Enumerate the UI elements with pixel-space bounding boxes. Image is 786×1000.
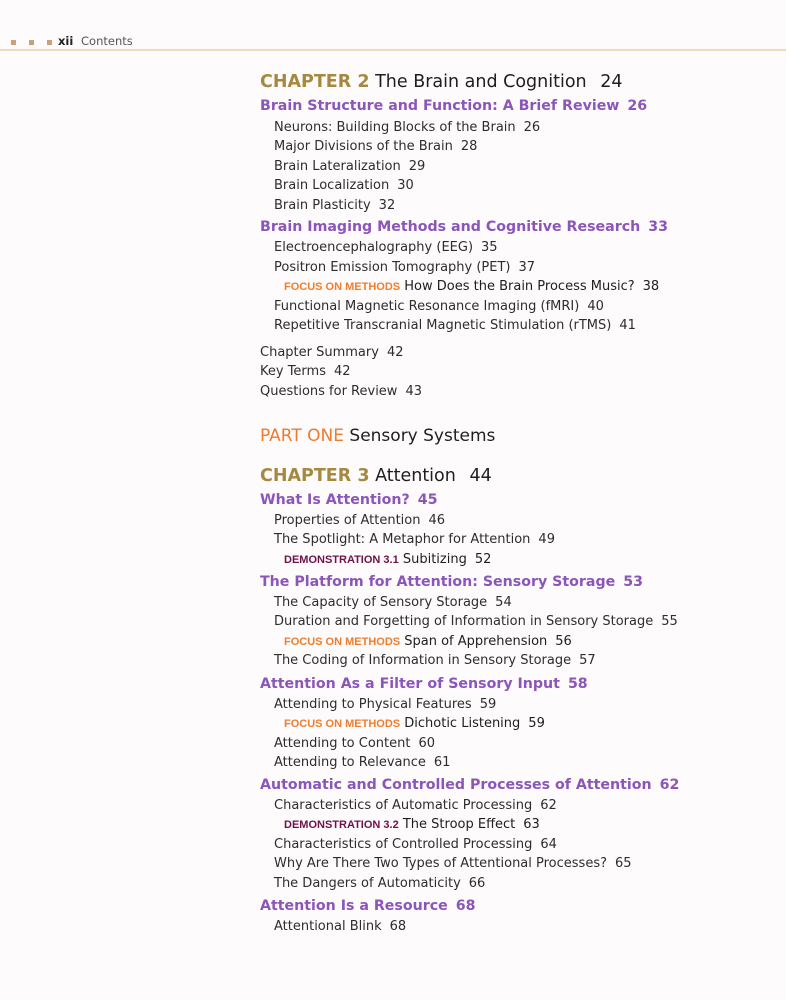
chapter-title: The Brain and Cognition (375, 72, 587, 92)
chapter-3-heading[interactable] (260, 466, 492, 486)
toc-entry[interactable] (274, 856, 632, 871)
page-ref: 45 (417, 492, 438, 508)
running-header-title: Contents (81, 34, 133, 48)
decorative-square-icon (29, 40, 34, 45)
toc-entry[interactable] (274, 139, 477, 154)
page-ref: 35 (481, 240, 498, 255)
entry-title: Neurons: Building Blocks of the Brain (274, 120, 516, 135)
section-heading[interactable] (260, 219, 668, 235)
section-title: Brain Imaging Methods and Cognitive Research (260, 219, 641, 235)
entry-title: Attending to Relevance (274, 755, 426, 770)
toc-entry[interactable] (274, 299, 604, 314)
part-title: Sensory Systems (349, 426, 496, 446)
page-ref: 58 (567, 676, 588, 692)
toc-entry[interactable] (274, 178, 414, 193)
entry-title: Repetitive Transcranial Magnetic Stimulation (rTMS) (274, 318, 612, 333)
section-heading[interactable] (260, 777, 679, 793)
page-ref: 40 (587, 299, 604, 314)
section-title: What Is Attention? (260, 492, 410, 508)
toc-entry[interactable] (274, 120, 540, 135)
entry-title: Brain Localization (274, 178, 390, 193)
focus-on-methods-tag: FOCUS ON METHODS (284, 718, 401, 730)
page-ref: 29 (408, 159, 426, 174)
focus-box-entry[interactable] (284, 279, 659, 294)
toc-entry-questions[interactable] (260, 384, 422, 399)
entry-title: Attentional Blink (274, 919, 382, 934)
section-title: The Platform for Attention: Sensory Storage (260, 574, 616, 590)
entry-title: Characteristics of Controlled Processing (274, 837, 533, 852)
chapter-label: CHAPTER 2 (260, 72, 370, 92)
toc-entry[interactable] (274, 614, 678, 629)
toc-entry[interactable] (274, 159, 425, 174)
entry-title: Brain Plasticity (274, 198, 371, 213)
page-ref: 62 (540, 798, 557, 813)
toc-entry[interactable] (274, 736, 435, 751)
page-ref: 68 (389, 919, 407, 934)
entry-title: Major Divisions of the Brain (274, 139, 453, 154)
entry-title: Dichotic Listening (404, 716, 521, 731)
toc-entry[interactable] (274, 198, 395, 213)
page-ref: 66 (468, 876, 486, 891)
page-ref: 24 (600, 72, 623, 92)
focus-box-entry[interactable] (284, 634, 572, 649)
page-ref: 65 (615, 856, 632, 871)
page-ref: 26 (627, 98, 648, 114)
page-ref: 56 (555, 634, 572, 649)
entry-title: Why Are There Two Types of Attentional Processes? (274, 856, 607, 871)
demonstration-box-entry[interactable] (284, 817, 540, 832)
page-ref: 54 (495, 595, 512, 610)
section-heading[interactable] (260, 898, 476, 914)
entry-title: Chapter Summary (260, 345, 379, 360)
toc-entry[interactable] (274, 532, 555, 547)
focus-on-methods-tag: FOCUS ON METHODS (284, 636, 401, 648)
entry-title: How Does the Brain Process Music? (404, 279, 635, 294)
section-title: Attention Is a Resource (260, 898, 448, 914)
toc-entry[interactable] (274, 837, 557, 852)
demonstration-tag: DEMONSTRATION 3.1 (284, 554, 399, 566)
toc-entry-summary[interactable] (260, 345, 403, 360)
page-ref: 55 (661, 614, 678, 629)
entry-title: The Spotlight: A Metaphor for Attention (274, 532, 531, 547)
entry-title: The Capacity of Sensory Storage (274, 595, 488, 610)
page-ref: 59 (528, 716, 545, 731)
entry-title: Attending to Content (274, 736, 411, 751)
page-ref: 33 (648, 219, 668, 235)
entry-title: Characteristics of Automatic Processing (274, 798, 533, 813)
section-title: Attention As a Filter of Sensory Input (260, 676, 560, 692)
decorative-square-icon (11, 40, 16, 45)
toc-entry[interactable] (274, 919, 406, 934)
page-ref: 42 (333, 364, 351, 379)
page-ref: 68 (455, 898, 476, 914)
toc-entry[interactable] (274, 240, 498, 255)
demonstration-tag: DEMONSTRATION 3.2 (284, 819, 399, 831)
running-header (0, 31, 786, 51)
toc-entry[interactable] (274, 653, 596, 668)
focus-box-entry[interactable] (284, 716, 545, 731)
section-title: Automatic and Controlled Processes of Attention (260, 777, 652, 793)
toc-entry[interactable] (274, 513, 445, 528)
page-ref: 26 (523, 120, 541, 135)
chapter-label: CHAPTER 3 (260, 466, 370, 486)
section-title: Brain Structure and Function: A Brief Review (260, 98, 620, 114)
page-ref: 53 (623, 574, 643, 590)
page-ref: 37 (518, 260, 536, 275)
entry-title: Subitizing (402, 552, 467, 567)
entry-title: Electroencephalography (EEG) (274, 240, 474, 255)
demonstration-box-entry[interactable] (284, 552, 491, 567)
entry-title: Functional Magnetic Resonance Imaging (fMRI) (274, 299, 580, 314)
page-ref: 62 (659, 777, 680, 793)
toc-entry[interactable] (274, 318, 636, 333)
page-ref: 64 (540, 837, 557, 852)
focus-on-methods-tag: FOCUS ON METHODS (284, 281, 401, 293)
page-ref: 32 (378, 198, 396, 213)
entry-title: Attending to Physical Features (274, 697, 472, 712)
toc-entry[interactable] (274, 798, 557, 813)
page-ref: 49 (538, 532, 555, 547)
page-ref: 43 (405, 384, 422, 399)
chapter-2-heading[interactable] (260, 72, 622, 92)
section-heading[interactable] (260, 98, 647, 114)
toc-entry[interactable] (274, 595, 512, 610)
entry-title: Properties of Attention (274, 513, 421, 528)
chapter-title: Attention (375, 466, 456, 486)
page-ref: 38 (642, 279, 660, 294)
page-ref: 61 (433, 755, 451, 770)
section-heading[interactable] (260, 574, 643, 590)
page-ref: 63 (523, 817, 540, 832)
page-ref: 57 (579, 653, 596, 668)
entry-title: Questions for Review (260, 384, 398, 399)
entry-title: Duration and Forgetting of Information in Sensory Storage (274, 614, 654, 629)
page-ref: 59 (479, 697, 497, 712)
part-one-heading[interactable] (260, 426, 495, 446)
toc-entry[interactable] (274, 755, 450, 770)
page-ref: 42 (386, 345, 404, 360)
entry-title: Key Terms (260, 364, 326, 379)
page-ref: 52 (474, 552, 492, 567)
page-ref: 41 (619, 318, 636, 333)
toc-entry[interactable] (274, 876, 485, 891)
toc-entry[interactable] (274, 260, 535, 275)
page-ref: 46 (428, 513, 446, 528)
section-heading[interactable] (260, 676, 588, 692)
page-number: xii (58, 34, 74, 48)
page-ref: 30 (397, 178, 414, 193)
entry-title: The Stroop Effect (402, 817, 516, 832)
entry-title: Brain Lateralization (274, 159, 401, 174)
page-ref: 44 (469, 466, 492, 486)
section-heading[interactable] (260, 492, 437, 508)
header-rule (0, 49, 786, 51)
toc-entry[interactable] (274, 697, 496, 712)
part-label: PART ONE (260, 426, 344, 446)
entry-title: Positron Emission Tomography (PET) (274, 260, 511, 275)
toc-entry-key-terms[interactable] (260, 364, 351, 379)
entry-title: Span of Apprehension (404, 634, 548, 649)
page-ref: 28 (460, 139, 478, 154)
entry-title: The Dangers of Automaticity (274, 876, 461, 891)
decorative-square-icon (47, 40, 52, 45)
entry-title: The Coding of Information in Sensory Storage (274, 653, 572, 668)
page-ref: 60 (418, 736, 436, 751)
